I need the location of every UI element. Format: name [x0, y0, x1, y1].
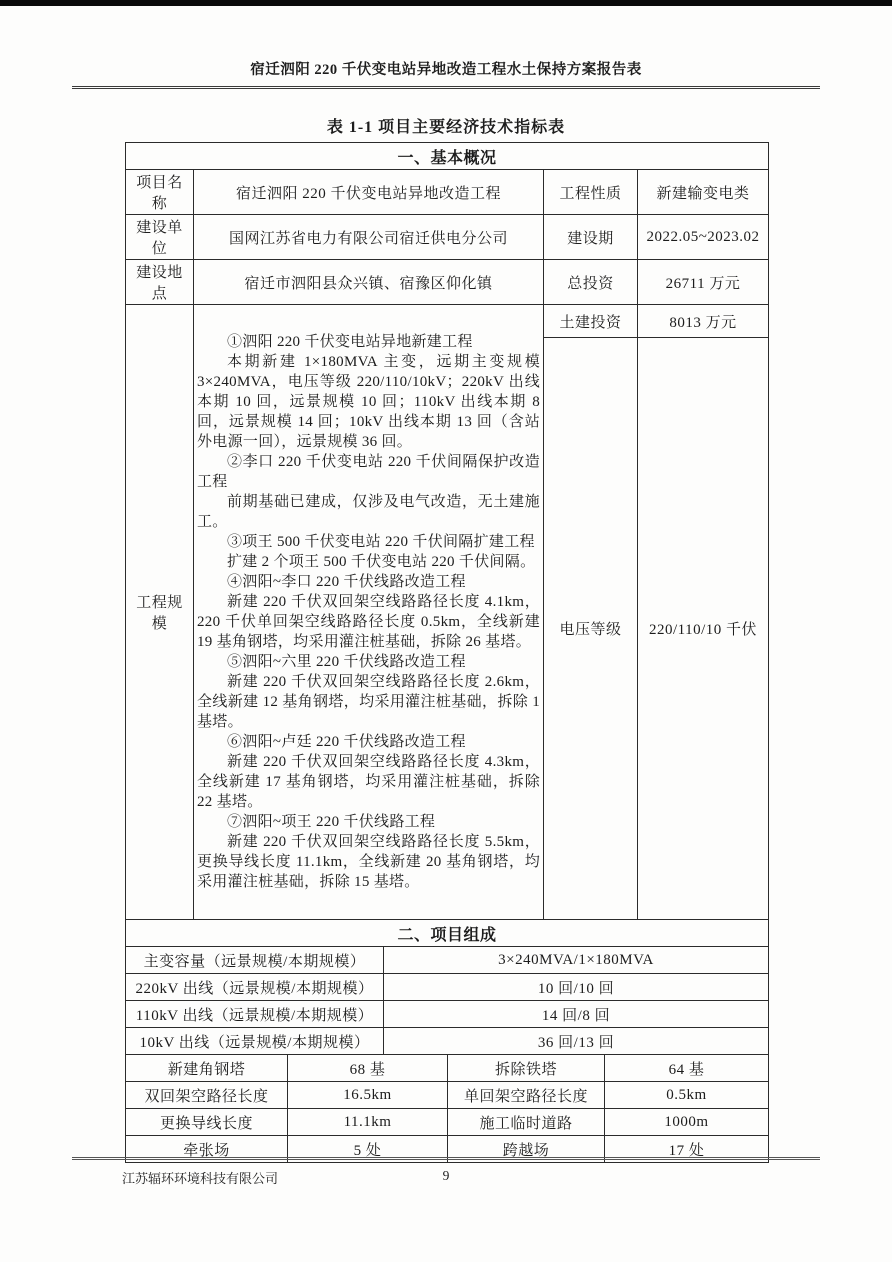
- row-label: 拆除铁塔: [448, 1055, 605, 1082]
- scale-paragraph: ⑦泗阳~项王 220 千伏线路工程: [227, 814, 436, 830]
- table-row: [126, 215, 769, 260]
- row-label: 双回架空路径长度: [126, 1082, 288, 1109]
- section1-title: 一、基本概况: [126, 143, 769, 170]
- row-value: 64 基: [605, 1055, 769, 1082]
- table-row: [126, 947, 769, 974]
- row-value: 0.5km: [605, 1082, 769, 1109]
- civil-investment-value: 8013 万元: [638, 305, 769, 338]
- scale-paragraph: 新建 220 千伏双回架空线路路径长度 4.1km，220 千伏单回架空线路路径长度 0.5km，全线新建 19 基角钢塔，均采用灌注桩基础，拆除 26 基塔。: [197, 594, 541, 650]
- voltage-value: 220/110/10 千伏: [638, 338, 769, 920]
- row-label: 跨越场: [448, 1136, 605, 1163]
- table-row: [126, 1055, 769, 1082]
- builder-value: 国网江苏省电力有限公司宿迁供电分公司: [194, 215, 544, 260]
- table-row: [126, 1109, 769, 1136]
- row-value: 11.1km: [288, 1109, 448, 1136]
- page-footer: [72, 1157, 820, 1187]
- footer-company: 江苏辐环环境科技有限公司: [122, 1171, 279, 1186]
- section2-title: 二、项目组成: [126, 920, 769, 947]
- section1-header-row: [126, 143, 769, 170]
- row-value: 5 处: [288, 1136, 448, 1163]
- project-name-value: 宿迁泗阳 220 千伏变电站异地改造工程: [194, 170, 544, 215]
- table-title: 表 1-1 项目主要经济技术指标表: [326, 119, 566, 136]
- table-row: [126, 260, 769, 305]
- page-header: [72, 58, 820, 89]
- voltage-label: 电压等级: [544, 338, 638, 920]
- row-label: 主变容量（远景规模/本期规模）: [126, 947, 384, 974]
- period-value: 2022.05~2023.02: [638, 215, 769, 260]
- location-label: 建设地点: [126, 260, 194, 305]
- row-value: 14 回/8 回: [384, 1001, 769, 1028]
- project-name-label: 项目名称: [126, 170, 194, 215]
- scale-paragraph: 新建 220 千伏双回架空线路路径长度 2.6km，全线新建 12 基角钢塔，均采用灌注桩基础，拆除 1 基塔。: [197, 674, 541, 730]
- scale-paragraph: 本期新建 1×180MVA 主变，远期主变规模 3×240MVA，电压等级 220/110/10kV；220kV 出线本期 10 回，远景规模 10 回；110kV 出线本期 8 回，远景规模 14 回；10kV 出线本期 13 回（含站外电源一回），远景规模 36 回。: [197, 354, 540, 450]
- table-row: [126, 1001, 769, 1028]
- section2-header-row: [126, 920, 769, 947]
- row-value: 16.5km: [288, 1082, 448, 1109]
- row-label: 牵张场: [126, 1136, 288, 1163]
- investment-value: 26711 万元: [638, 260, 769, 305]
- table-row: [126, 170, 769, 215]
- scale-paragraph: ⑤泗阳~六里 220 千伏线路改造工程: [227, 654, 466, 670]
- scale-paragraph: ③项王 500 千伏变电站 220 千伏间隔扩建工程: [227, 534, 535, 550]
- row-value: 68 基: [288, 1055, 448, 1082]
- civil-investment-label: 土建投资: [544, 305, 638, 338]
- row-value: 3×240MVA/1×180MVA: [384, 947, 769, 974]
- row-value: 36 回/13 回: [384, 1028, 769, 1055]
- scale-paragraph: ⑥泗阳~卢廷 220 千伏线路改造工程: [227, 734, 466, 750]
- row-label: 新建角钢塔: [126, 1055, 288, 1082]
- scale-paragraph: 扩建 2 个项王 500 千伏变电站 220 千伏间隔。: [227, 554, 536, 570]
- nature-value: 新建输变电类: [638, 170, 769, 215]
- scale-paragraph: 新建 220 千伏双回架空线路路径长度 4.3km，全线新建 17 基角钢塔，均采用灌注桩基础，拆除 22 基塔。: [197, 754, 541, 810]
- table-row: [126, 1082, 769, 1109]
- table-row: [126, 305, 769, 338]
- page-number: 9: [442, 1168, 450, 1183]
- scale-text: [194, 305, 544, 920]
- builder-label: 建设单位: [126, 215, 194, 260]
- row-value: 17 处: [605, 1136, 769, 1163]
- table-row: [126, 1028, 769, 1055]
- row-label: 220kV 出线（远景规模/本期规模）: [126, 974, 384, 1001]
- page-header-text: 宿迁泗阳 220 千伏变电站异地改造工程水土保持方案报告表: [250, 62, 642, 78]
- scan-edge-bar: [0, 0, 892, 6]
- location-value: 宿迁市泗阳县众兴镇、宿豫区仰化镇: [194, 260, 544, 305]
- table-row: [126, 974, 769, 1001]
- row-label: 更换导线长度: [126, 1109, 288, 1136]
- scale-paragraph: 前期基础已建成，仅涉及电气改造，无土建施工。: [197, 494, 540, 530]
- nature-label: 工程性质: [544, 170, 638, 215]
- row-value: 1000m: [605, 1109, 769, 1136]
- row-label: 单回架空路径长度: [448, 1082, 605, 1109]
- scale-paragraph: ①泗阳 220 千伏变电站异地新建工程: [227, 334, 473, 350]
- scale-paragraph: 新建 220 千伏双回架空线路路径长度 5.5km，更换导线长度 11.1km，全线新建 20 基角钢塔，均采用灌注桩基础，拆除 15 基塔。: [197, 834, 541, 890]
- scale-paragraph: ④泗阳~李口 220 千伏线路改造工程: [227, 574, 466, 590]
- indicators-table: [125, 142, 769, 1163]
- row-value: 10 回/10 回: [384, 974, 769, 1001]
- period-label: 建设期: [544, 215, 638, 260]
- scale-label: 工程规模: [126, 305, 194, 920]
- row-label: 110kV 出线（远景规模/本期规模）: [126, 1001, 384, 1028]
- row-label: 施工临时道路: [448, 1109, 605, 1136]
- investment-label: 总投资: [544, 260, 638, 305]
- row-label: 10kV 出线（远景规模/本期规模）: [126, 1028, 384, 1055]
- scale-paragraph: ②李口 220 千伏变电站 220 千伏间隔保护改造工程: [197, 454, 540, 490]
